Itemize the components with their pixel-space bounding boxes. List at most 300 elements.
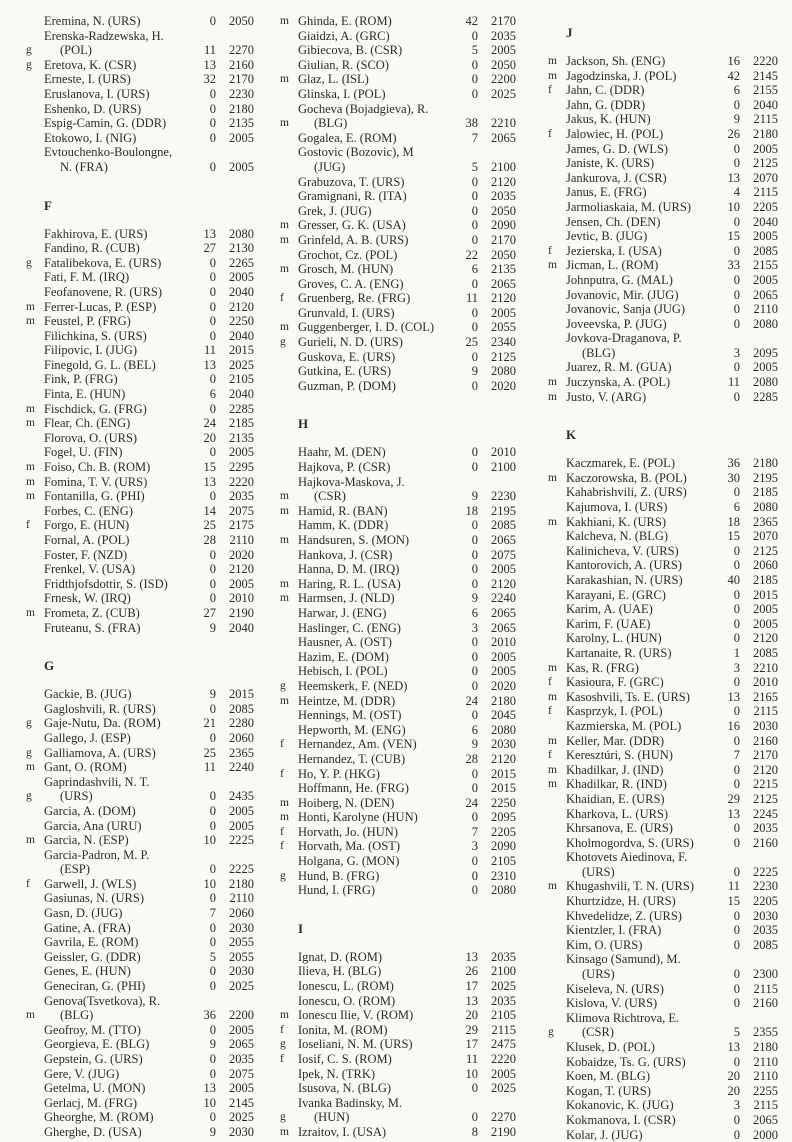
title-marker: g	[280, 679, 286, 692]
games-count: 0	[733, 360, 740, 375]
elo-rating: 2005	[229, 159, 254, 174]
player-name-line: Ionescu, O. (ROM)	[298, 993, 396, 1008]
player-name-line: Eretova, K. (CSR)	[44, 57, 137, 72]
title-marker: m	[548, 390, 557, 403]
player-name	[288, 475, 456, 504]
games-count: 0	[209, 372, 216, 387]
elo-rating: 2160	[229, 57, 254, 72]
elo-rating: 2020	[229, 547, 254, 562]
games-count: 13	[203, 226, 216, 241]
player-name	[34, 1037, 194, 1052]
games-count: 17	[465, 1037, 478, 1052]
player-entry	[288, 950, 516, 965]
player-name	[288, 518, 456, 533]
player-entry	[34, 950, 254, 965]
games-count: 20	[727, 1083, 740, 1098]
player-name-line: Gruenberg, Re. (FRG)	[298, 291, 411, 306]
player-name	[288, 1023, 456, 1038]
player-entry	[34, 702, 254, 717]
games-count: 7	[471, 824, 478, 839]
games-count: 15	[727, 529, 740, 544]
player-name-line: Kaczmarek, E. (POL)	[566, 456, 675, 471]
player-name	[288, 810, 456, 825]
player-name-line: Gatine, A. (FRA)	[44, 920, 131, 935]
player-name-line: Kobaidze, Ts. G. (URS)	[566, 1054, 686, 1069]
player-name	[34, 1052, 194, 1067]
player-name-line: Hamm, K. (DDR)	[298, 518, 389, 533]
player-entry	[556, 360, 778, 375]
elo-rating: 2080	[491, 722, 516, 737]
elo-rating: 2115	[753, 185, 778, 200]
games-count: 3	[471, 839, 478, 854]
games-count: 0	[733, 587, 740, 602]
player-entry	[556, 273, 778, 288]
games-count: 25	[203, 518, 216, 533]
games-count: 6	[471, 722, 478, 737]
elo-rating: 2060	[753, 558, 778, 573]
elo-rating: 2005	[229, 1081, 254, 1096]
games-count: 5	[209, 949, 216, 964]
player-name	[556, 996, 718, 1011]
player-entry	[280, 14, 516, 29]
player-entry	[280, 678, 516, 694]
player-entry	[280, 72, 516, 87]
player-entry	[548, 375, 778, 390]
player-entry	[556, 456, 778, 471]
elo-rating: 2075	[229, 503, 254, 518]
games-count: 0	[209, 891, 216, 906]
games-count: 0	[471, 218, 478, 233]
player-name-line: Gepstein, G. (URS)	[44, 1052, 143, 1066]
elo-rating: 2055	[229, 935, 254, 950]
elo-rating: 2170	[753, 748, 778, 763]
player-name-line: Khotovets Aiedinova, F.	[566, 850, 688, 865]
title-marker: m	[280, 490, 289, 503]
player-entry	[288, 1067, 516, 1082]
player-entry	[26, 833, 254, 848]
player-name-line: Grochot, Cz. (POL)	[298, 247, 398, 262]
games-count: 1	[733, 645, 740, 660]
player-entry	[34, 906, 254, 921]
games-count: 0	[471, 766, 478, 781]
player-name	[288, 767, 456, 782]
player-entry	[556, 923, 778, 938]
player-name	[556, 879, 718, 894]
player-name	[288, 189, 456, 204]
player-name-line: Izraitov, I. (USA)	[298, 1124, 387, 1139]
games-count: 0	[733, 996, 740, 1011]
player-name-line: Khaidian, E. (URS)	[566, 791, 665, 806]
elo-rating: 2035	[753, 821, 778, 836]
elo-rating: 2135	[229, 116, 254, 131]
games-count: 0	[209, 314, 216, 329]
player-name	[34, 227, 194, 242]
games-count: 0	[471, 854, 478, 869]
player-name	[556, 302, 718, 317]
player-name	[288, 694, 456, 709]
player-entry	[556, 1113, 778, 1128]
title-marker: m	[280, 811, 289, 824]
player-entry	[280, 1008, 516, 1023]
player-name-line: Hernandez, T. (CUB)	[298, 751, 406, 766]
games-count: 0	[209, 964, 216, 979]
player-name	[34, 475, 194, 490]
player-entry	[288, 350, 516, 365]
elo-rating: 2255	[753, 1083, 778, 1098]
player-entry	[34, 548, 254, 563]
elo-rating: 2230	[229, 86, 254, 101]
games-count: 0	[209, 299, 216, 314]
player-name	[288, 218, 456, 233]
player-name-line: Eshenko, D. (URS)	[44, 101, 142, 116]
elo-rating: 2110	[229, 533, 254, 547]
elo-rating: 2055	[491, 320, 516, 335]
elo-rating: 2145	[229, 1095, 254, 1110]
player-entry	[288, 994, 516, 1009]
player-name-line: Garcia, A. (DOM)	[44, 803, 136, 818]
player-name	[34, 58, 194, 73]
elo-rating: 2005	[229, 445, 254, 460]
player-entry	[548, 879, 778, 894]
player-name	[288, 1052, 456, 1067]
games-count: 0	[733, 1127, 740, 1142]
player-name	[288, 350, 456, 365]
elo-rating: 2175	[229, 518, 254, 533]
player-name	[556, 229, 718, 244]
title-marker: m	[280, 321, 289, 334]
player-name	[288, 262, 456, 277]
player-name-line: Karayani, E. (GRC)	[566, 587, 666, 602]
player-entry	[556, 215, 778, 230]
player-name-line: Iosif, C. S. (ROM)	[298, 1052, 392, 1066]
player-name	[556, 258, 718, 273]
player-name-line: Justo, V. (ARG)	[566, 389, 647, 404]
elo-rating: 2035	[753, 923, 778, 938]
player-entry	[556, 631, 778, 646]
elo-rating: 2005	[491, 664, 516, 679]
player-name-line: Karolny, L. (HUN)	[566, 631, 662, 646]
player-name-line: Kholmogordva, S. (URS)	[566, 835, 694, 850]
games-count: 30	[727, 470, 740, 485]
elo-rating: 2210	[753, 660, 778, 675]
player-name-continuation: (URS)	[582, 864, 615, 879]
player-name-line: Feofanovene, R. (URS)	[44, 284, 163, 299]
elo-rating: 2030	[753, 718, 778, 733]
player-entry	[34, 1110, 254, 1125]
section	[26, 657, 254, 1139]
elo-rating: 2090	[491, 218, 516, 233]
player-entry	[34, 935, 254, 950]
games-count: 0	[733, 923, 740, 938]
player-entry	[34, 1125, 254, 1140]
player-name	[34, 285, 194, 300]
player-entry	[288, 650, 516, 665]
player-name-line: Foster, F. (NZD)	[44, 547, 128, 562]
player-name-line: Giulian, R. (SCO)	[298, 57, 389, 72]
player-entry	[280, 1022, 516, 1038]
player-name-line: Hepworth, M. (ENG)	[298, 722, 406, 737]
elo-rating: 2085	[229, 701, 254, 716]
player-name	[556, 704, 718, 719]
player-name-line: Foiso, Ch. B. (ROM)	[44, 460, 151, 475]
player-name-line: Kaczorowska, B. (POL)	[566, 470, 687, 485]
games-count: 10	[203, 876, 216, 891]
games-count: 6	[471, 605, 478, 620]
player-name	[288, 43, 456, 58]
elo-rating: 2060	[229, 730, 254, 745]
player-name	[288, 102, 456, 131]
games-count: 24	[465, 693, 478, 708]
player-entry	[288, 621, 516, 636]
player-name-line: Fink, P. (FRG)	[44, 372, 118, 387]
games-count: 0	[209, 1052, 216, 1066]
games-count: 0	[209, 1110, 216, 1125]
games-count: 0	[733, 762, 740, 777]
section	[280, 14, 516, 393]
title-marker: g	[26, 717, 32, 730]
games-count: 16	[727, 54, 740, 68]
games-count: 0	[733, 485, 740, 500]
player-entry	[288, 635, 516, 650]
title-marker: g	[280, 336, 286, 349]
elo-rating: 2065	[491, 276, 516, 291]
player-name-line: Gostovic (Bozovic), M	[298, 145, 414, 160]
player-entry	[556, 894, 778, 909]
player-name	[34, 979, 194, 994]
elo-rating: 2090	[491, 839, 516, 854]
player-name	[556, 98, 718, 113]
player-entry	[26, 401, 254, 417]
player-name	[34, 1110, 194, 1125]
player-name-line: Jakus, K. (HUN)	[566, 112, 651, 127]
player-name-line: Flear, Ch. (ENG)	[44, 416, 131, 431]
elo-rating: 2240	[229, 760, 254, 775]
elo-rating: 2120	[229, 562, 254, 577]
player-entry	[556, 156, 778, 171]
games-count: 0	[471, 635, 478, 650]
player-name	[288, 1008, 456, 1023]
elo-rating: 2015	[229, 687, 254, 702]
games-count: 0	[733, 287, 740, 302]
player-name	[34, 775, 194, 804]
title-marker: m	[548, 763, 557, 776]
games-count: 3	[733, 660, 740, 675]
player-name-line: Gasiunas, N. (URS)	[44, 891, 144, 906]
player-entry	[34, 504, 254, 519]
player-name	[288, 562, 456, 577]
player-name-line: Garcia, Ana (URU)	[44, 818, 142, 833]
player-name	[288, 1096, 456, 1125]
elo-rating: 2080	[753, 500, 778, 515]
player-entry	[34, 731, 254, 746]
player-name-line: Horvath, Jo. (HUN)	[298, 824, 398, 839]
player-name	[288, 737, 456, 752]
elo-rating: 2005	[229, 1022, 254, 1037]
elo-rating: 2160	[753, 996, 778, 1011]
player-entry	[34, 87, 254, 102]
player-name	[34, 387, 194, 402]
player-name	[34, 621, 194, 636]
games-count: 13	[727, 806, 740, 821]
player-name	[34, 431, 194, 446]
player-entry	[280, 766, 516, 782]
player-name-line: Feustel, P. (FRG)	[44, 314, 131, 329]
player-name	[556, 646, 718, 661]
games-count: 0	[733, 864, 740, 879]
games-count: 0	[209, 401, 216, 416]
player-entry	[548, 660, 778, 676]
games-count: 0	[733, 777, 740, 792]
elo-rating: 2475	[491, 1037, 516, 1052]
games-count: 0	[471, 460, 478, 475]
player-entry	[34, 1037, 254, 1052]
player-entry	[548, 689, 778, 705]
elo-rating: 2185	[753, 573, 778, 587]
games-count: 0	[209, 730, 216, 745]
player-entry	[26, 605, 254, 621]
elo-rating: 2035	[491, 949, 516, 964]
player-entry	[556, 558, 778, 573]
player-name-line: Kinsago (Samund), M.	[566, 952, 681, 967]
player-name-line: Kalcheva, N. (BLG)	[566, 529, 669, 544]
player-entry	[556, 1098, 778, 1113]
games-count: 0	[471, 708, 478, 723]
player-name-line: Genes, E. (HUN)	[44, 964, 131, 979]
elo-rating: 2065	[491, 130, 516, 145]
games-count: 0	[209, 159, 216, 174]
player-name-line: Haslinger, C. (ENG)	[298, 620, 401, 635]
player-name	[288, 781, 456, 796]
player-name-line: Grek, J. (JUG)	[298, 203, 372, 218]
player-name	[34, 343, 194, 358]
title-marker: g	[26, 58, 32, 71]
player-name	[34, 14, 194, 29]
games-count: 9	[733, 112, 740, 127]
title-marker: f	[280, 1023, 284, 1036]
elo-rating: 2025	[229, 1110, 254, 1125]
player-name-line: Keller, Mar. (DDR)	[566, 733, 665, 748]
player-entry	[280, 218, 516, 233]
games-count: 27	[203, 605, 216, 620]
elo-rating: 2180	[753, 456, 778, 471]
player-name	[34, 460, 194, 475]
player-entry	[556, 996, 778, 1011]
player-name-line: Garcia-Padron, M. P.	[44, 847, 150, 862]
player-name	[34, 1067, 194, 1082]
player-name	[556, 331, 718, 360]
player-name-continuation: (CSR)	[314, 489, 346, 504]
player-name	[34, 964, 194, 979]
elo-rating: 2160	[753, 733, 778, 748]
title-marker: g	[280, 869, 286, 882]
player-entry	[556, 909, 778, 924]
player-name	[288, 335, 456, 350]
player-entry	[556, 792, 778, 807]
games-count: 0	[209, 701, 216, 716]
player-name	[288, 306, 456, 321]
games-count: 0	[471, 232, 478, 247]
games-count: 0	[209, 591, 216, 606]
player-entry	[288, 883, 516, 898]
elo-rating: 2180	[491, 693, 516, 708]
player-name-line: Jahn, C. (DDR)	[566, 83, 645, 98]
elo-rating: 2285	[229, 401, 254, 416]
column-1	[26, 14, 254, 1140]
elo-rating: 2050	[229, 14, 254, 28]
elo-rating: 2035	[491, 189, 516, 204]
player-name-line: Isusova, N. (BLG)	[298, 1081, 392, 1096]
elo-rating: 2110	[753, 302, 778, 317]
elo-rating: 2270	[491, 1110, 516, 1125]
player-name-continuation: (POL)	[60, 43, 92, 58]
games-count: 0	[471, 664, 478, 679]
player-entry	[288, 145, 516, 174]
player-name-line: Eremina, N. (URS)	[44, 14, 141, 28]
elo-rating: 2050	[491, 57, 516, 72]
player-name	[556, 661, 718, 676]
title-marker: m	[548, 471, 557, 484]
player-name	[34, 518, 194, 533]
player-name-line: Giaidzi, A. (GRC)	[298, 28, 390, 43]
player-name-line: Hausner, A. (OST)	[298, 635, 392, 650]
player-name	[556, 456, 718, 471]
games-count: 11	[465, 291, 478, 306]
player-name-line: Khrsanova, E. (URS)	[566, 821, 673, 836]
player-name-line: Hoffmann, He. (FRG)	[298, 781, 409, 796]
player-name	[288, 248, 456, 263]
player-entry	[556, 938, 778, 953]
player-name-line: Hebisch, I. (POL)	[298, 664, 388, 679]
player-name-line: Honti, Karolyne (HUN)	[298, 810, 418, 825]
player-entry	[548, 1010, 778, 1040]
games-count: 0	[209, 935, 216, 950]
elo-rating: 2005	[229, 803, 254, 818]
games-count: 13	[727, 689, 740, 704]
elo-rating: 2205	[753, 894, 778, 909]
player-entry	[280, 262, 516, 277]
player-entry	[288, 854, 516, 869]
player-entry	[548, 733, 778, 749]
player-name-line: Hund, B. (FRG)	[298, 868, 380, 883]
games-count: 26	[727, 126, 740, 141]
player-name	[34, 416, 194, 431]
title-marker: g	[26, 790, 32, 803]
games-count: 33	[727, 258, 740, 273]
player-name	[288, 204, 456, 219]
player-name	[556, 171, 718, 186]
elo-rating: 2085	[753, 243, 778, 258]
player-entry	[556, 952, 778, 981]
elo-rating: 2010	[229, 591, 254, 606]
player-name-line: Haahr, M. (DEN)	[298, 445, 386, 460]
elo-rating: 2040	[229, 328, 254, 343]
games-count: 0	[733, 967, 740, 982]
player-name-line: Hanna, D. M. (IRQ)	[298, 562, 400, 577]
games-count: 28	[465, 751, 478, 766]
title-marker: f	[548, 127, 552, 140]
player-entry	[34, 227, 254, 242]
player-name-line: Hund, I. (FRG)	[298, 883, 376, 898]
games-count: 36	[203, 1008, 216, 1023]
player-entry	[34, 591, 254, 606]
player-name	[34, 402, 194, 417]
games-count: 0	[733, 1112, 740, 1127]
elo-rating: 2120	[753, 631, 778, 646]
player-name-line: Kas, R. (FRG)	[566, 660, 639, 675]
elo-rating: 2000	[753, 1127, 778, 1142]
games-count: 0	[733, 835, 740, 850]
games-count: 4	[733, 185, 740, 200]
